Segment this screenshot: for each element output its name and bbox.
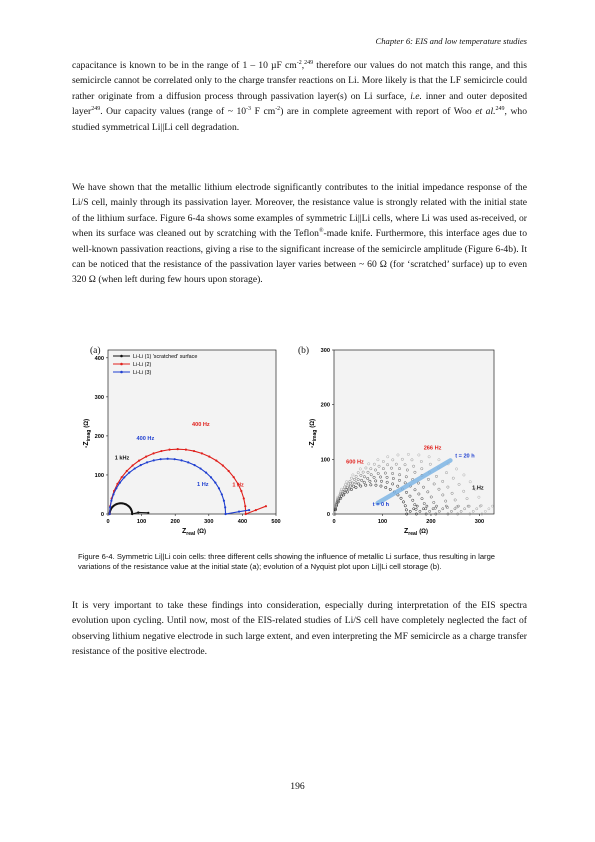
y-axis-label: $-Z_{imag}(\Omega)$ [83, 418, 92, 448]
x-axis-label: $Z_{real}$ (Ω) [182, 528, 206, 537]
panel-b [296, 338, 518, 546]
y-tick-label-a: 100 [94, 472, 104, 479]
data-point-a [199, 467, 201, 469]
data-point-a [160, 458, 162, 460]
x-tick-label-b: 200 [426, 519, 436, 525]
data-point-a [225, 513, 227, 515]
data-point-a [205, 472, 207, 474]
data-point-a [255, 509, 257, 511]
data-point-a [140, 464, 142, 466]
x-tick-label-a: 300 [204, 519, 214, 525]
x-axis-label-unit: (Ω) [197, 529, 206, 535]
legend-entry-a: Li-Li (3) [133, 370, 152, 376]
legend-marker-a [120, 363, 123, 366]
data-point-a [153, 459, 155, 461]
data-point-a [126, 470, 128, 472]
data-point-a [243, 497, 245, 499]
x-tick-label-a: 0 [106, 519, 110, 525]
data-point-a [177, 448, 179, 450]
data-point-a [174, 458, 176, 460]
annotation-a: 400 Hz [136, 435, 155, 442]
data-point-a [168, 449, 170, 451]
y-axis-label-group [83, 419, 92, 448]
data-point-a [240, 490, 242, 492]
data-point-a [218, 487, 220, 489]
running-head: Chapter 6: EIS and low temperature studies [375, 36, 527, 46]
x-tick-label-a: 100 [136, 519, 147, 525]
x-tick-label-a: 500 [271, 519, 281, 525]
annotation-a: 1 Hz [232, 482, 244, 489]
y-tick-label-b: 200 [320, 402, 330, 409]
annotation-b: 266 Hz [423, 445, 442, 452]
annotation-a: 400 Hz [192, 422, 210, 429]
data-point-a [109, 506, 111, 508]
x-tick-label-b: 0 [332, 519, 336, 525]
y-tick-label-b: 0 [326, 512, 330, 518]
data-point-a [228, 470, 230, 472]
data-point-a [214, 482, 216, 484]
data-point-a [109, 513, 111, 515]
nyquist-plot-a [72, 338, 284, 546]
y-tick-label-a: 200 [94, 433, 104, 440]
data-point-a [193, 450, 195, 452]
data-point-a [115, 487, 117, 489]
data-point-a [123, 476, 125, 478]
data-point-a [128, 472, 130, 474]
data-point-a [110, 500, 112, 502]
data-point-a [223, 500, 225, 502]
page-number: 196 [290, 781, 305, 792]
y-tick-label-b: 100 [320, 457, 330, 464]
nyquist-plot-b [296, 338, 518, 546]
x-axis-label: $Z_{real}$ (Ω) [404, 528, 428, 537]
annotation-a: 1 Hz [197, 481, 209, 488]
data-point-a [238, 511, 240, 513]
y-axis-label-unit: (Ω) [310, 418, 316, 428]
annotation-b: t = 0 h [372, 501, 390, 508]
data-point-a [193, 464, 195, 466]
x-tick-label-a: 400 [237, 519, 248, 525]
data-point-a [160, 450, 162, 452]
x-axis-label-sub: real [408, 531, 418, 537]
data-point-a [185, 449, 187, 451]
data-point-a [131, 513, 133, 515]
y-tick-label-a: 300 [94, 394, 104, 401]
paragraph-1: capacitance is known to be in the range of 1 – 10 µF $cm^{-2},^{249}$ therefore our values do not match this range, and this semicircle cannot be correlated only to the charge transfer reactions on Li. More likely is that the LF semicircle could rather originate from a diffusion process through passivation layer(s) on Li surface, i.e. inner and outer deposited layer$^{249}$. Our capacity values (range of ~ $10^{-3}$ F $cm^{-2}$) are in complete agreement with report of Woo et al.$^{249}$, who studied symmetrical Li||Li cell degradation. [72, 59, 528, 133]
data-point-a [245, 513, 247, 515]
data-point-a [215, 460, 217, 462]
data-point-a [180, 459, 182, 461]
data-point-a [145, 455, 147, 457]
data-point-a [137, 511, 139, 513]
legend-marker-a [120, 355, 123, 358]
y-axis-label-group [309, 419, 318, 448]
paragraph-3: It is very important to take these findings into consideration, especially during interpretation of the EIS spectra evolution upon cycling. Until now, most of the EIS-related studies of Li/S cell have completely neglected the fact of observing lithium negative electrode in such large extent, and even interpreting the MF semicircle as a charge transfer resistance of the positive electrode. [72, 600, 527, 658]
data-point-a [248, 509, 250, 511]
data-point-a [146, 461, 148, 463]
data-point-a [112, 493, 114, 495]
x-axis-label-sub: real [186, 531, 196, 537]
x-tick-label-a: 200 [170, 519, 180, 525]
data-point-a [222, 464, 224, 466]
panel-a-label: (a) [90, 346, 101, 356]
y-axis-label-unit: (Ω) [84, 418, 90, 428]
y-tick-label-a: 400 [94, 355, 104, 362]
data-point-a [233, 476, 235, 478]
data-point-a [210, 476, 212, 478]
y-tick-label-a: 0 [100, 512, 104, 518]
y-tick-label-b: 300 [320, 348, 330, 354]
legend-entry-a: Li-Li (2) [133, 362, 152, 368]
x-axis-label-unit: (Ω) [419, 529, 428, 535]
panel-b-label: (b) [298, 346, 310, 356]
data-point-a [244, 505, 246, 507]
annotation-b: 600 Hz [346, 459, 364, 466]
y-axis-label: $-Z_{imag}(\Omega)$ [309, 418, 318, 448]
x-tick-label-b: 300 [474, 519, 485, 525]
paragraph-2: We have shown that the metallic lithium electrode significantly contributes to the initial impedance response of the Li/S cell, mainly through its passivation layer. Moreover, the resistance value is strongly related with the initial state of the lithium surface. Figure 6-4a shows some examples of symmetric Li||Li cells, where Li was used as-received, or when its surface was cleaned out by scratching with the Teflon®-made knife. Furthermore, this interface ages due to well-known passivation reactions, giving a rise to the significant increase of the semicircle amplitude (Figure 6-4b). It can be noticed that the resistance of the passivation layer varies between ~ 60 Ω (for ‘scratched’ surface) up to even 320 Ω (when left during few hours upon storage). [72, 182, 527, 286]
data-point-a [134, 467, 136, 469]
data-point-a [208, 455, 210, 457]
data-point-a [152, 452, 154, 454]
legend-marker-a [120, 371, 123, 374]
data-point-a [147, 512, 149, 514]
data-point-a [187, 461, 189, 463]
figure-6-4 [72, 338, 527, 546]
data-point-a [221, 493, 223, 495]
data-point-a [132, 464, 134, 466]
data-point-a [121, 476, 123, 478]
data-point-a [119, 482, 121, 484]
data-point-a [265, 505, 267, 507]
figure-caption: Figure 6-4. Symmetric Li||Li coin cells: three different cells showing the influence of metallic Li surface, thus resulting in large variations of the resistance value at the initial state (a); evolution of a Nyquist plot upon Li||Li cell storage (b). [78, 552, 496, 572]
annotation-b: 1 Hz [472, 485, 484, 492]
panel-a [72, 338, 284, 546]
data-point-a [201, 452, 203, 454]
data-point-a [167, 458, 169, 460]
x-tick-label-b: 100 [377, 519, 388, 525]
y-axis-label-sub: imag [312, 429, 318, 442]
legend-entry-a: Li-Li (1) 'scratched' surface [133, 354, 198, 360]
data-point-a [224, 506, 226, 508]
y-axis-label-sub: imag [86, 429, 92, 442]
annotation-b: t = 20 h [455, 453, 475, 460]
data-point-a [138, 460, 140, 462]
annotation-a: 1 kHz [114, 455, 130, 462]
